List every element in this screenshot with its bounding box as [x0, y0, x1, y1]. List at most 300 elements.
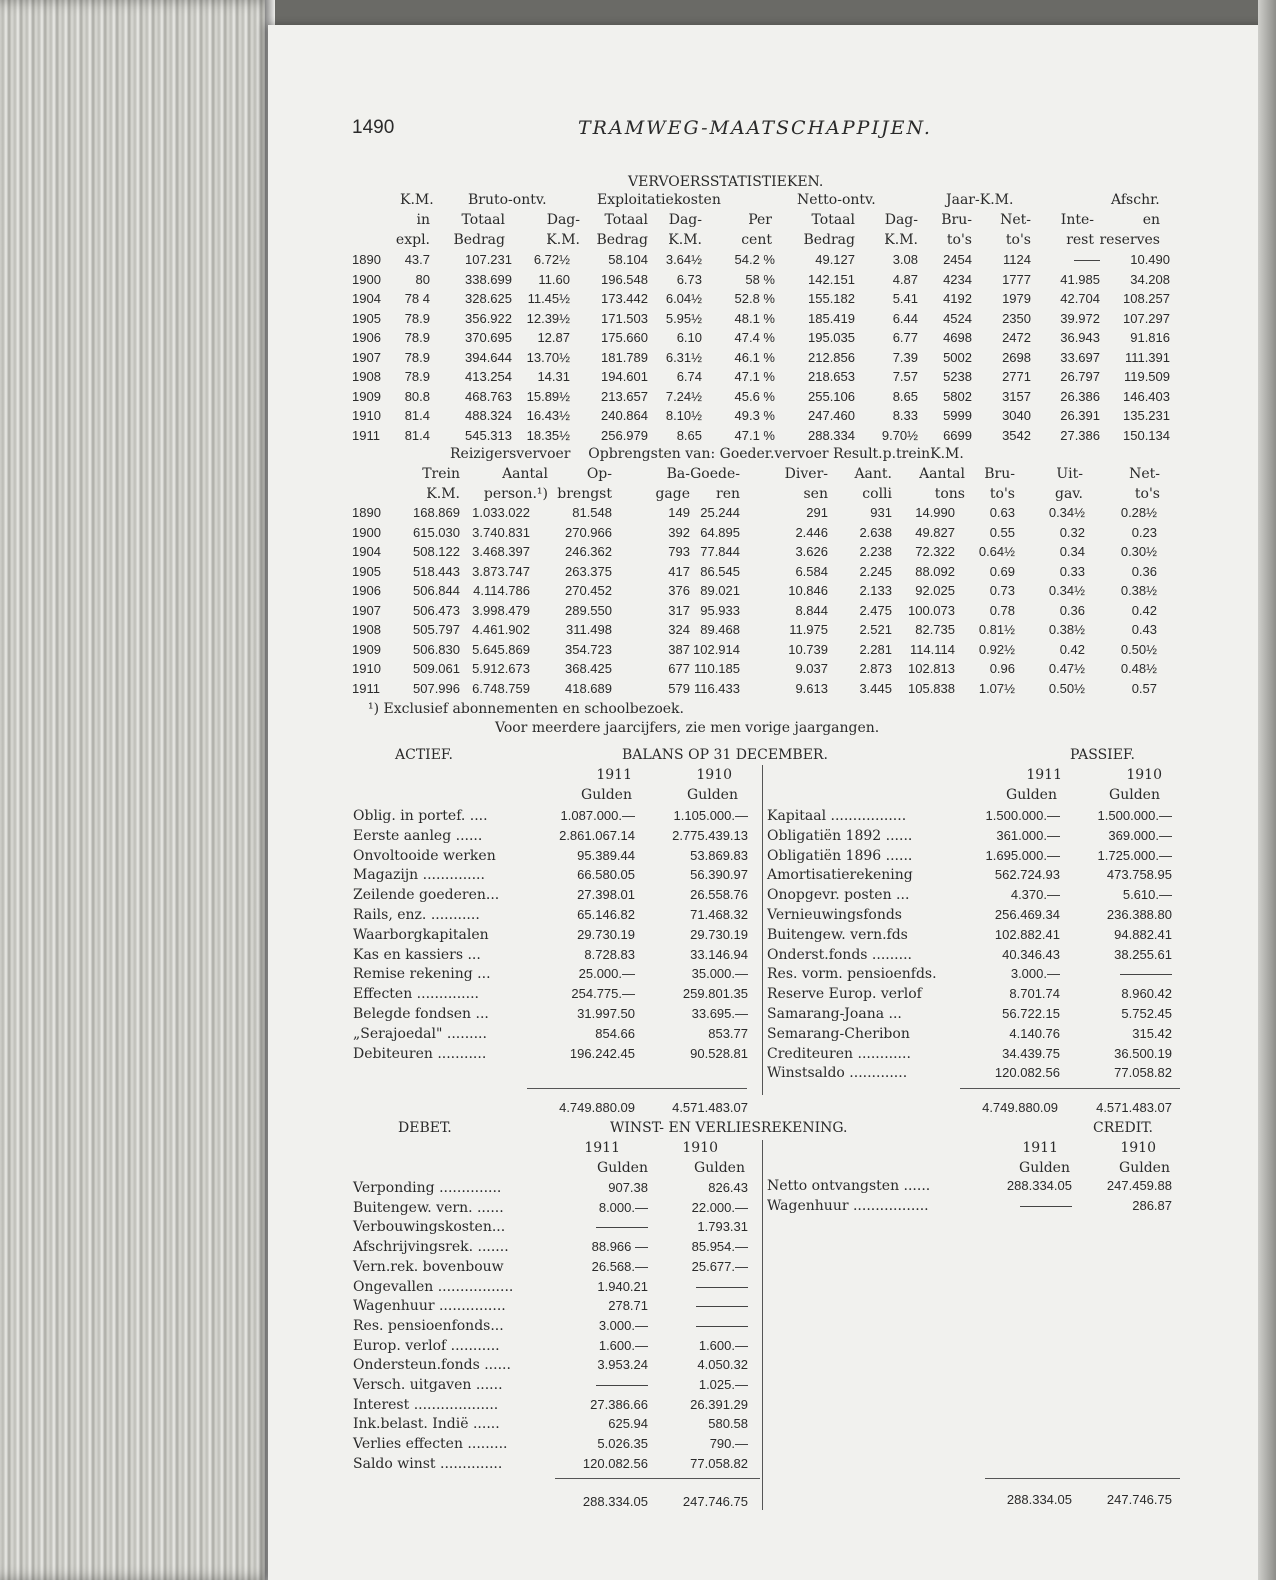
table-cell: 507.996 — [413, 680, 460, 696]
table-cell: 2.446 — [795, 524, 828, 540]
table-cell: 3157 — [1002, 388, 1031, 404]
table-cell: 0.50½ — [1048, 680, 1085, 696]
amount-1910: 85.954.— — [691, 1239, 748, 1255]
amount-1911: 3.000.— — [598, 1317, 648, 1333]
account-label: Amortisatierekening — [767, 867, 913, 884]
table-cell: 508.122 — [413, 544, 460, 559]
table-cell: 7.39 — [892, 349, 918, 365]
amount-1910: 38.255.61 — [1114, 946, 1172, 962]
table-cell: 26.391 — [1060, 408, 1100, 423]
unit-header: Gulden — [687, 787, 738, 803]
table-cell: 4.461.902 — [472, 622, 530, 637]
amount-1910: 259.801.35 — [682, 986, 748, 1002]
footnote: ¹) Exclusief abonnementen en schoolbezoek. — [368, 701, 684, 717]
amount-1910: 94.882.41 — [1114, 926, 1172, 942]
table-cell: 26.797 — [1060, 369, 1100, 384]
table-cell: 142.151 — [808, 271, 855, 287]
amount-1910: 2.775.439.13 — [672, 827, 748, 843]
column-header: Net- — [1000, 212, 1031, 228]
table-cell: 1777 — [1002, 271, 1031, 287]
table-cell: 468.763 — [465, 388, 512, 404]
table-cell: 4524 — [943, 310, 972, 326]
table-cell: 18.35½ — [526, 427, 570, 443]
total-1910: 4.571.483.07 — [672, 1100, 748, 1115]
column-header: Totaal — [811, 212, 855, 228]
account-label: Versch. uitgaven ...... — [353, 1377, 503, 1393]
table-cell: 394.644 — [465, 349, 512, 365]
table-cell: 0.55 — [989, 524, 1015, 540]
table-cell: 506.473 — [413, 602, 460, 618]
unit-header: Gulden — [1119, 1160, 1170, 1176]
column-header: Bru- — [941, 212, 972, 228]
table-cell: 6.74 — [676, 369, 702, 384]
table-cell: 173.442 — [601, 291, 648, 306]
column-header: to's — [1134, 486, 1160, 502]
table-cell: 368.425 — [565, 661, 612, 676]
column-header: person.¹) — [483, 486, 548, 502]
year-cell: 1911 — [352, 680, 380, 696]
table-cell: 78.9 — [404, 330, 430, 345]
amount-1910: 29.730.19 — [690, 926, 748, 942]
account-label: Ink.belast. Indië ...... — [353, 1416, 500, 1433]
table-cell: 72.322 — [915, 544, 955, 559]
table-cell: 5238 — [943, 369, 972, 384]
year-cell: 1904 — [352, 291, 381, 306]
column-header: Op- — [586, 466, 612, 482]
table-cell: 110.185 — [693, 661, 740, 676]
table-cell: 1124 — [1003, 252, 1031, 267]
account-label: Wagenhuur ............... — [353, 1298, 506, 1315]
column-header: K.M. — [884, 232, 918, 248]
table-cell: 5.95½ — [665, 310, 702, 326]
column-header: K.M. — [426, 486, 460, 502]
amount-1911: 8.728.83 — [584, 946, 635, 962]
table-cell: 1.033.022 — [472, 505, 530, 520]
table-cell: 218.653 — [808, 369, 855, 384]
amount-1911: 562.724.93 — [994, 867, 1060, 883]
amount-1911: 27.386.66 — [590, 1396, 648, 1412]
table-cell: 78 4 — [404, 291, 430, 306]
year-cell: 1890 — [352, 505, 381, 520]
column-header: Bedrag — [596, 232, 648, 248]
account-label: Buitengew. vern. ...... — [353, 1199, 504, 1216]
table-cell: 39.972 — [1060, 310, 1100, 326]
amount-1911: 4.370.— — [1010, 887, 1060, 903]
table-cell: 89.468 — [700, 622, 740, 637]
table-cell: 6699 — [943, 427, 972, 443]
amount-1911: 27.398.01 — [577, 887, 635, 903]
table-cell: 0.33 — [1059, 563, 1085, 579]
amount-1910: 90.528.81 — [690, 1045, 748, 1061]
column-header: K.M. — [668, 232, 702, 248]
amount-1911: 625.94 — [608, 1416, 648, 1432]
column-header: Dag- — [884, 212, 918, 228]
amount-1910: 473.758.95 — [1106, 867, 1172, 883]
table-cell: 100.073 — [908, 602, 955, 618]
table-cell: 4192 — [943, 291, 972, 306]
table-cell: 49.3 % — [734, 408, 775, 423]
table-cell: 77.844 — [700, 544, 740, 559]
amount-1910: 5.752.45 — [1121, 1006, 1172, 1021]
table-cell: 2.638 — [859, 524, 892, 540]
total-1910: 247.746.75 — [682, 1494, 748, 1509]
table-cell: 2454 — [943, 252, 972, 267]
table-cell: 289.550 — [565, 602, 612, 618]
table-cell: 0.50½ — [1120, 641, 1157, 657]
amount-1911: 196.242.45 — [569, 1045, 635, 1061]
table-cell: 91.816 — [1130, 330, 1170, 345]
table-cell: 0.36 — [1131, 563, 1157, 579]
table-cell: 1979 — [1002, 291, 1031, 306]
table-cell: 3.08 — [892, 252, 918, 267]
table-cell: 36.943 — [1060, 330, 1100, 345]
amount-1910: 236.388.80 — [1106, 907, 1172, 922]
table-cell: 247.460 — [808, 408, 855, 423]
table-cell: 2.521 — [859, 622, 892, 637]
table-cell: 49.127 — [815, 252, 855, 267]
account-label: Crediteuren ............ — [767, 1045, 911, 1062]
amount-1911: 854.66 — [595, 1025, 635, 1041]
account-label: Kas en kassiers ... — [353, 946, 481, 963]
table-cell: 213.657 — [601, 388, 648, 404]
table-cell: 4234 — [943, 271, 972, 287]
table-cell: 5802 — [943, 388, 972, 404]
amount-1910: 36.500.19 — [1114, 1045, 1172, 1061]
column-header: Jaar-K.M. — [946, 192, 1014, 208]
table-cell: 89.021 — [700, 583, 740, 598]
table-cell: 0.47½ — [1048, 661, 1085, 676]
table-cell: 518.443 — [413, 563, 460, 579]
table-cell: 370.695 — [465, 330, 512, 345]
table-cell: 0.64½ — [978, 544, 1015, 559]
column-header: Totaal — [604, 212, 648, 228]
table-cell: 615.030 — [413, 524, 460, 540]
column-header: Bedrag — [453, 232, 505, 248]
table-cell: 25.244 — [700, 505, 740, 520]
section-title: BALANS OP 31 DECEMBER. — [622, 747, 828, 763]
table-cell: 15.89½ — [526, 388, 570, 404]
year-cell: 1908 — [352, 369, 381, 384]
year-cell: 1890 — [352, 252, 381, 267]
table-cell: 13.70½ — [526, 349, 570, 365]
account-label: Vernieuwingsfonds — [767, 907, 902, 923]
total-1911: 288.334.05 — [1006, 1492, 1072, 1507]
table-cell: 8.844 — [795, 602, 828, 618]
column-header: K.M. — [400, 192, 434, 208]
table-cell: 8.10½ — [665, 408, 702, 423]
year-cell: 1904 — [352, 544, 381, 559]
table-cell: 256.979 — [601, 427, 648, 443]
account-label: Oblig. in portef. .... — [353, 808, 488, 824]
amount-1910: ———— — [1120, 966, 1172, 982]
table-cell: 7.24½ — [665, 388, 702, 404]
table-cell: 6.44 — [892, 310, 918, 326]
total-1911: 288.334.05 — [582, 1494, 648, 1509]
year-cell: 1907 — [352, 349, 381, 365]
account-label: Ondersteun.fonds ...... — [353, 1357, 511, 1374]
table-cell: 116.433 — [693, 680, 740, 696]
page-number: 1490 — [352, 117, 395, 138]
table-cell: 81.4 — [404, 408, 430, 423]
section-title: VERVOERSSTATISTIEKEN. — [628, 174, 824, 190]
table-cell: 6.584 — [795, 563, 828, 579]
amount-1911: ———— — [1020, 1197, 1072, 1213]
amount-1911: 8.701.74 — [1009, 986, 1060, 1002]
amount-1911: ———— — [596, 1377, 648, 1392]
column-header: Reizigersvervoer Opbrengsten van: Goeder.vervoer Result.p.treinK.M. — [450, 446, 964, 462]
table-cell: 0.73 — [989, 583, 1015, 598]
table-cell: 0.42 — [1131, 602, 1157, 618]
actief-label: ACTIEF. — [395, 747, 453, 763]
total-rule — [960, 1088, 1180, 1089]
table-cell: 2350 — [1002, 310, 1031, 326]
column-header: cent — [741, 232, 772, 248]
amount-1910: 1.600.— — [698, 1337, 748, 1353]
table-cell: 793 — [668, 544, 690, 559]
amount-1910: ———— — [696, 1298, 748, 1314]
table-cell: 5.41 — [892, 291, 918, 306]
amount-1910: 1.793.31 — [697, 1219, 748, 1235]
amount-1911: 1.695.000.— — [985, 847, 1060, 863]
table-cell: 16.43½ — [526, 408, 570, 423]
table-cell: 10.490 — [1130, 252, 1170, 267]
amount-1911: 95.389.44 — [577, 847, 635, 863]
table-cell: 2698 — [1002, 349, 1031, 365]
year-cell: 1910 — [352, 408, 381, 423]
column-header: ren — [716, 486, 740, 502]
amount-1911: 3.953.24 — [597, 1357, 648, 1373]
table-cell: 150.134 — [1123, 427, 1170, 443]
amount-1911: 1.600.— — [598, 1337, 648, 1353]
table-cell: 12.87 — [537, 330, 570, 345]
column-header: Bru- — [984, 466, 1015, 482]
account-label: Obligatiën 1896 ...... — [767, 847, 913, 864]
table-cell: 78.9 — [404, 310, 430, 326]
table-cell: 102.914 — [693, 641, 740, 657]
amount-1911: 2.861.067.14 — [559, 827, 635, 843]
column-header: Netto-ontv. — [797, 192, 876, 208]
table-cell: 270.966 — [565, 524, 612, 540]
column-header: tons — [934, 486, 965, 502]
unit-header: Gulden — [581, 787, 632, 803]
table-cell: 155.182 — [808, 291, 855, 306]
account-label: Vern.rek. bovenbouw — [353, 1258, 504, 1275]
table-cell: 6.77 — [892, 330, 918, 345]
table-cell: 5002 — [943, 349, 972, 365]
table-cell: 46.1 % — [734, 349, 775, 365]
year-header: 1911 — [1026, 767, 1062, 783]
table-cell: 0.92½ — [978, 641, 1015, 657]
account-label: Zeilende goederen... — [353, 887, 500, 904]
table-cell: 8.33 — [892, 408, 918, 423]
table-cell: 146.403 — [1123, 388, 1170, 404]
column-header: to's — [989, 486, 1015, 502]
table-cell: 3.468.397 — [472, 544, 530, 559]
year-cell: 1908 — [352, 622, 381, 637]
total-1911: 4.749.880.09 — [559, 1100, 635, 1115]
table-cell: 196.548 — [601, 271, 648, 287]
account-label: Debiteuren ........... — [353, 1045, 487, 1062]
table-cell: 2771 — [1002, 369, 1031, 384]
year-header: 1910 — [1120, 1140, 1156, 1156]
amount-1911: 40.346.43 — [1002, 946, 1060, 962]
amount-1911: 34.439.75 — [1002, 1045, 1060, 1061]
column-header: Aantal — [502, 466, 548, 482]
table-cell: 488.324 — [465, 408, 512, 423]
table-cell: 2.133 — [859, 583, 892, 598]
table-cell: 0.57 — [1131, 680, 1157, 696]
amount-1911: 1.940.21 — [597, 1278, 648, 1294]
table-cell: 0.34 — [1059, 544, 1085, 559]
amount-1911: 25.000.— — [578, 966, 635, 982]
amount-1910: 5.610.— — [1122, 887, 1172, 903]
table-cell: 3.64½ — [665, 252, 702, 267]
account-label: Rails, enz. ........... — [353, 907, 480, 923]
table-cell: 6.10 — [676, 330, 702, 345]
account-label: Verbouwingskosten... — [353, 1219, 506, 1236]
table-cell: 81.4 — [404, 427, 430, 443]
account-label: Magazijn .............. — [353, 867, 485, 884]
table-cell: 0.23 — [1131, 524, 1157, 540]
table-cell: 2.873 — [859, 661, 892, 676]
table-cell: 0.38½ — [1120, 583, 1157, 598]
account-label: Onvoltooide werken — [353, 847, 496, 864]
column-header: Ba- — [666, 466, 690, 482]
year-header: 1910 — [1126, 767, 1162, 783]
amount-1910: 22.000.— — [691, 1199, 748, 1215]
unit-header: Gulden — [1019, 1160, 1070, 1176]
table-cell: 107.297 — [1123, 310, 1170, 326]
account-label: Res. pensioenfonds... — [353, 1317, 504, 1334]
table-cell: 33.697 — [1060, 349, 1100, 365]
table-cell: 0.28½ — [1120, 505, 1157, 520]
account-label: Reserve Europ. verlof — [767, 986, 922, 1003]
table-cell: 5999 — [943, 408, 972, 423]
table-cell: 0.34½ — [1048, 583, 1085, 598]
account-label: Onderst.fonds ......... — [767, 946, 912, 963]
table-cell: 81.548 — [572, 505, 612, 520]
amount-1910: 26.391.29 — [690, 1396, 748, 1412]
table-cell: 288.334 — [808, 427, 855, 443]
amount-1911: 31.997.50 — [577, 1006, 635, 1021]
amount-1910: 53.869.83 — [690, 847, 748, 863]
column-header: to's — [946, 232, 972, 248]
amount-1911: 4.140.76 — [1009, 1025, 1060, 1041]
amount-1911: 88.966 — — [591, 1239, 648, 1255]
table-cell: 58.104 — [608, 252, 648, 267]
amount-1910: 4.050.32 — [697, 1357, 748, 1373]
table-cell: 108.257 — [1123, 291, 1170, 306]
table-cell: 212.856 — [808, 349, 855, 365]
table-cell: 354.723 — [565, 641, 612, 657]
table-cell: 931 — [870, 505, 892, 520]
table-cell: 240.864 — [601, 408, 648, 423]
table-cell: 0.81½ — [978, 622, 1015, 637]
book-page-edges — [0, 0, 275, 1580]
amount-1911: 907.38 — [608, 1180, 648, 1195]
amount-1911: 254.775.— — [571, 986, 635, 1002]
table-cell: 356.922 — [465, 310, 512, 326]
table-cell: 3.873.747 — [472, 563, 530, 579]
account-label: Netto ontvangsten ...... — [767, 1178, 931, 1194]
account-label: Waarborgkapitalen — [353, 926, 489, 943]
table-cell: 8.65 — [892, 388, 918, 404]
amount-1910: 369.000.— — [1108, 827, 1172, 843]
table-cell: 5.912.673 — [472, 661, 530, 676]
column-header: Afschr. — [1111, 192, 1160, 208]
total-1910: 247.746.75 — [1106, 1492, 1172, 1507]
table-cell: —— — [1074, 252, 1100, 267]
unit-header: Gulden — [1006, 787, 1057, 803]
column-header: gage — [655, 486, 690, 502]
amount-1910: 71.468.32 — [690, 907, 748, 922]
table-cell: 41.985 — [1060, 271, 1100, 287]
column-header: Goede- — [690, 466, 740, 482]
amount-1911: 1.087.000.— — [560, 808, 635, 823]
table-cell: 509.061 — [413, 661, 460, 676]
table-cell: 42.704 — [1060, 291, 1100, 306]
table-cell: 47.1 % — [734, 427, 775, 443]
table-cell: 88.092 — [915, 563, 955, 579]
account-label: Interest ................... — [353, 1396, 499, 1413]
total-rule — [985, 1478, 1180, 1479]
passief-label: PASSIEF. — [1070, 747, 1135, 763]
year-cell: 1907 — [352, 602, 381, 618]
table-cell: 0.42 — [1059, 641, 1085, 657]
table-cell: 392 — [668, 524, 690, 540]
amount-1911: 256.469.34 — [994, 907, 1060, 922]
page-title: TRAMWEG-MAATSCHAPPIJEN. — [578, 117, 932, 139]
column-header: sen — [803, 486, 828, 502]
year-cell: 1910 — [352, 661, 381, 676]
table-cell: 52.8 % — [734, 291, 775, 306]
amount-1911: 1.500.000.— — [985, 808, 1060, 823]
table-cell: 0.96 — [989, 661, 1015, 676]
total-1911: 4.749.880.09 — [982, 1100, 1058, 1115]
amount-1910: 286.87 — [1132, 1197, 1172, 1213]
section-title: WINST- EN VERLIESREKENING. — [610, 1120, 848, 1136]
table-cell: 0.38½ — [1048, 622, 1085, 637]
table-cell: 6.72½ — [533, 252, 570, 267]
column-header: Net- — [1129, 466, 1160, 482]
table-cell: 95.933 — [700, 602, 740, 618]
column-header: Trein — [422, 466, 460, 482]
table-cell: 3542 — [1002, 427, 1031, 443]
amount-1910: 33.146.94 — [690, 946, 748, 962]
table-cell: 102.813 — [908, 661, 955, 676]
column-header: Bedrag — [803, 232, 855, 248]
column-rule — [762, 1140, 763, 1510]
year-header: 1910 — [682, 1140, 718, 1156]
account-label: Effecten .............. — [353, 986, 479, 1003]
table-cell: 11.45½ — [527, 291, 570, 306]
account-label: Ongevallen ................. — [353, 1278, 514, 1295]
column-header: Dag- — [668, 212, 702, 228]
table-cell: 2.475 — [859, 602, 892, 618]
year-cell: 1906 — [352, 583, 381, 598]
account-label: Winstsaldo ............. — [767, 1065, 908, 1082]
column-header: Per — [748, 212, 772, 228]
amount-1911: 56.722.15 — [1002, 1006, 1060, 1021]
debet-label: DEBET. — [398, 1120, 452, 1136]
table-cell: 2472 — [1002, 330, 1031, 345]
amount-1910: ———— — [696, 1317, 748, 1333]
account-label: Buitengew. vern.fds — [767, 926, 908, 943]
table-cell: 168.869 — [413, 505, 460, 520]
table-cell: 26.386 — [1060, 388, 1100, 404]
table-cell: 311.498 — [565, 622, 612, 637]
year-cell: 1911 — [352, 427, 380, 443]
